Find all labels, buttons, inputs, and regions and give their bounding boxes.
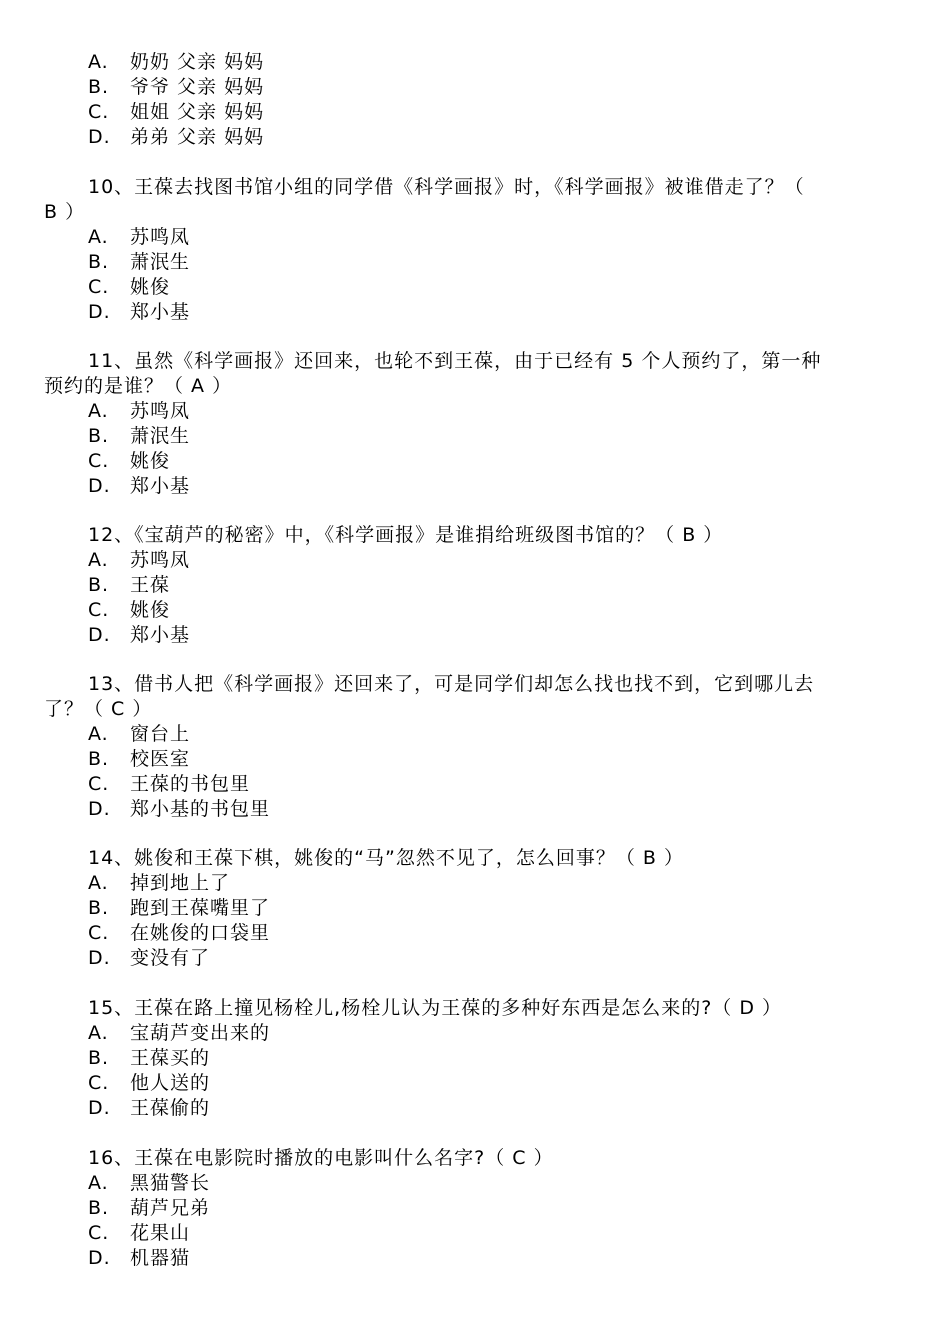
option-c: C. 姚俊 [88, 276, 171, 298]
option-d: D. 王葆偷的 [88, 1097, 211, 1119]
option-a: A. 奶奶 父亲 妈妈 [88, 51, 265, 73]
option-a: A. 苏鸣凤 [88, 400, 191, 422]
option-c: C. 姐姐 父亲 妈妈 [88, 101, 265, 123]
option-b: B. 萧泯生 [88, 425, 191, 447]
option-b: B. 爷爷 父亲 妈妈 [88, 76, 265, 98]
option-b: B. 跑到王葆嘴里了 [88, 897, 271, 919]
question-12-text: 12、《宝葫芦的秘密》中，《科学画报》是谁捐给班级图书馆的？（ B ） [88, 524, 724, 546]
option-b: B. 王葆买的 [88, 1047, 211, 1069]
option-d: D. 郑小基 [88, 475, 191, 497]
question-13-answer: 了？（ C ） [44, 698, 153, 720]
option-b: B. 校医室 [88, 748, 191, 770]
option-a: A. 苏鸣凤 [88, 226, 191, 248]
option-a: A. 窗台上 [88, 723, 191, 745]
option-b: B. 萧泯生 [88, 251, 191, 273]
question-11-text: 11、虽然《科学画报》还回来，也轮不到王葆，由于已经有 5 个人预约了，第一种 [88, 350, 822, 372]
option-b: B. 葫芦兄弟 [88, 1197, 211, 1219]
option-a: A. 掉到地上了 [88, 872, 231, 894]
option-c: C. 他人送的 [88, 1072, 211, 1094]
option-a: A. 苏鸣凤 [88, 549, 191, 571]
option-d: D. 郑小基的书包里 [88, 798, 271, 820]
question-15-text: 15、王葆在路上撞见杨栓儿,杨栓儿认为王葆的多种好东西是怎么来的?（ D ） [88, 997, 783, 1019]
question-16-text: 16、王葆在电影院时播放的电影叫什么名字?（ C ） [88, 1147, 554, 1169]
question-10-answer: B ） [44, 201, 86, 223]
option-c: C. 在姚俊的口袋里 [88, 922, 271, 944]
question-14-text: 14、姚俊和王葆下棋，姚俊的“马”忽然不见了，怎么回事？（ B ） [88, 847, 684, 869]
option-a: A. 黑猫警长 [88, 1172, 211, 1194]
option-c: C. 花果山 [88, 1222, 191, 1244]
question-11-answer: 预约的是谁？（ A ） [44, 375, 233, 397]
option-b: B. 王葆 [88, 574, 171, 596]
option-d: D. 机器猫 [88, 1247, 191, 1269]
option-c: C. 姚俊 [88, 450, 171, 472]
option-c: C. 姚俊 [88, 599, 171, 621]
option-d: D. 变没有了 [88, 947, 211, 969]
option-a: A. 宝葫芦变出来的 [88, 1022, 271, 1044]
option-c: C. 王葆的书包里 [88, 773, 251, 795]
option-d: D. 弟弟 父亲 妈妈 [88, 126, 265, 148]
option-d: D. 郑小基 [88, 301, 191, 323]
question-13-text: 13、借书人把《科学画报》还回来了，可是同学们却怎么找也找不到，它到哪儿去 [88, 673, 815, 695]
question-10-text: 10、王葆去找图书馆小组的同学借《科学画报》时，《科学画报》被谁借走了？（ [88, 176, 805, 198]
option-d: D. 郑小基 [88, 624, 191, 646]
